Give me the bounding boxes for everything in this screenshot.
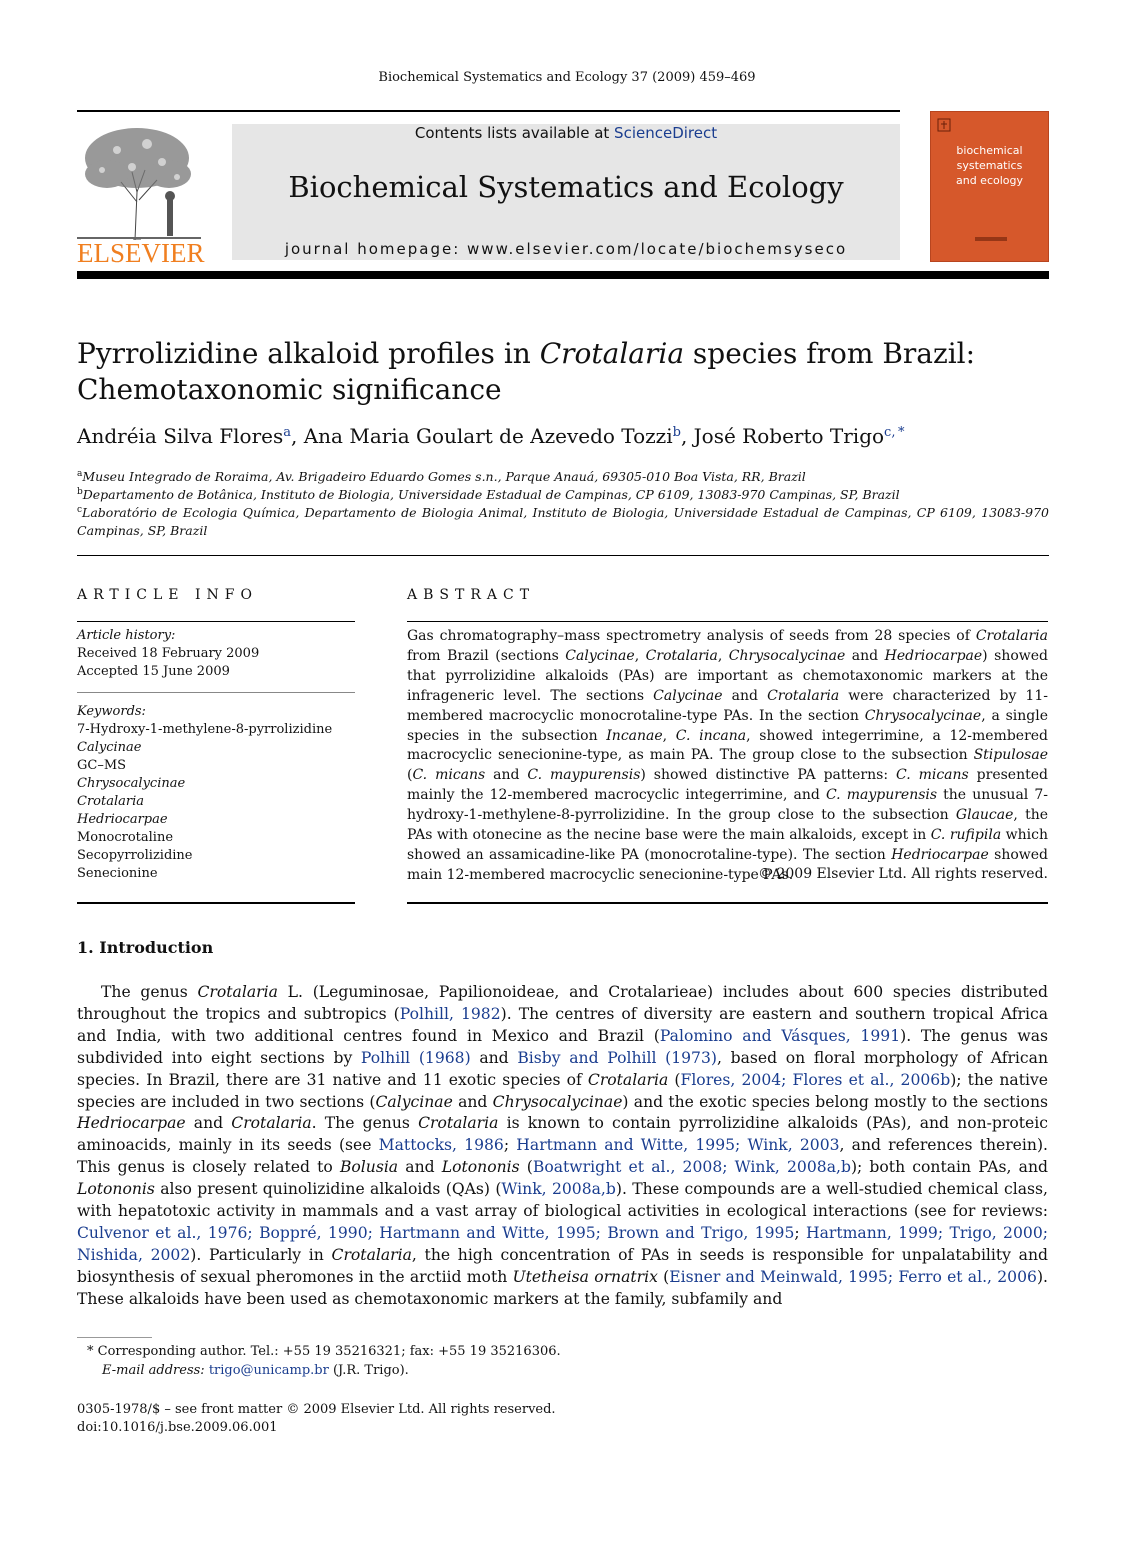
italic-term: Bolusia xyxy=(339,1158,399,1177)
title-italic: Crotalaria xyxy=(539,337,685,370)
text-run: presented mainly the 12-membered macrocyclic integerrimine, and xyxy=(407,767,1048,804)
author-name: Ana Maria Goulart de Azevedo Tozzi xyxy=(303,424,673,448)
text-run: ). The centres of diversity are eastern and southern tropical Africa and India, with two additional centres found in Mexico and Brazil ( xyxy=(77,1004,1048,1045)
text-run: and xyxy=(398,1158,442,1177)
italic-term: Crotalaria xyxy=(418,1114,499,1133)
text-run: ; xyxy=(503,1136,517,1155)
citation-link[interactable]: Boatwright et al., 2008; Wink, 2008a,b xyxy=(532,1158,851,1177)
header-rule-bottom xyxy=(77,271,1049,279)
citation-link[interactable]: Flores, 2004; Flores et al., 2006b xyxy=(680,1070,951,1089)
citation-link[interactable]: Bisby and Polhill (1973) xyxy=(517,1048,717,1067)
italic-term: Utetheisa ornatrix xyxy=(512,1267,658,1286)
italic-term: Lotononis xyxy=(441,1158,520,1177)
divider xyxy=(407,902,1048,904)
italic-term: Hedriocarpae xyxy=(884,647,983,664)
article-title xyxy=(77,336,1057,408)
accepted-date: Accepted 15 June 2009 xyxy=(77,664,230,679)
italic-term: Crotalaria xyxy=(231,1114,312,1133)
citation-link[interactable]: Polhill (1968) xyxy=(360,1048,471,1067)
text-run: showed main 12-membered macrocyclic senecionine-type PAs. xyxy=(407,846,1048,883)
italic-term: Calycinae xyxy=(565,647,635,664)
italic-term: C. rufipila xyxy=(930,827,1002,844)
history-label: Article history: xyxy=(77,628,176,643)
text-run: ). The genus was subdivided into eight sections by xyxy=(77,1026,1049,1067)
article-history xyxy=(77,627,355,681)
text-run: and xyxy=(470,1048,518,1067)
keyword: Calycinae xyxy=(77,740,142,755)
citation-link[interactable]: Polhill, 1982 xyxy=(399,1004,501,1023)
text-run: , xyxy=(634,647,646,664)
abstract-heading: ABSTRACT xyxy=(407,587,536,603)
author-affiliation-marker[interactable]: b xyxy=(672,425,681,440)
keyword: Crotalaria xyxy=(77,794,144,809)
text-run: ); the native species are included in two sections ( xyxy=(77,1070,1048,1111)
running-head: Biochemical Systematics and Ecology 37 (2009) 459–469 xyxy=(378,70,756,85)
text-run: and xyxy=(452,1092,493,1111)
divider xyxy=(77,692,355,693)
text-run: and xyxy=(485,767,528,784)
author-list: Andréia Silva Flores$^a$, Ana Maria Goulart de Azevedo Tozzi$^b$, José Roberto Trigo$^{c, *}$ xyxy=(77,424,905,448)
italic-term: C. incana xyxy=(675,727,747,744)
text-run: the unusual 7-hydroxy-1-methylene-8-pyrrolizidine. In the group close to the subsection xyxy=(407,787,1049,824)
italic-term: Calycinae xyxy=(653,687,723,704)
text-run: ). These alkaloids have been used as chemotaxonomic markers at the family, subfamily and xyxy=(77,1267,1048,1308)
text-run: and xyxy=(722,687,768,704)
contents-line xyxy=(232,124,900,142)
received-date: Received 18 February 2009 xyxy=(77,646,260,661)
italic-term: Glaucae xyxy=(955,807,1014,824)
text-run: ( xyxy=(668,1070,681,1089)
italic-term: C. micans xyxy=(895,767,969,784)
divider xyxy=(77,621,355,622)
cover-sciencedirect-icon xyxy=(975,234,1007,244)
text-run: ); both contain PAs, and xyxy=(850,1158,1048,1177)
italic-term: Calycinae xyxy=(375,1092,453,1111)
text-run: and xyxy=(185,1114,232,1133)
email-note xyxy=(102,1361,409,1380)
publisher-name: ELSEVIER xyxy=(77,238,205,268)
text-run: ( xyxy=(519,1158,533,1177)
keyword-list xyxy=(77,721,355,883)
introduction-paragraph xyxy=(77,982,1048,1311)
email-link[interactable]: trigo@unicamp.br xyxy=(208,1363,329,1378)
text-run: also present quinolizidine alkaloids (QAs) ( xyxy=(154,1180,502,1199)
text-run: , based on floral morphology of African species. In Brazil, there are 31 native and 11 exotic species of xyxy=(77,1048,1048,1089)
text-run: . The genus xyxy=(311,1114,419,1133)
journal-homepage[interactable]: journal homepage: www.elsevier.com/locate/biochemsyseco xyxy=(284,240,848,258)
text-run: The genus xyxy=(101,983,198,1001)
text-run: , xyxy=(662,727,676,744)
citation-link[interactable]: Hartmann, 1999; Trigo, 2000; Nishida, 2002 xyxy=(77,1223,1048,1264)
italic-term: Chrysocalycinae xyxy=(492,1092,623,1111)
italic-term: Crotalaria xyxy=(645,647,718,664)
author-affiliation-marker[interactable]: a xyxy=(283,425,292,440)
text-run: ) and the exotic species belong mostly to the sections xyxy=(622,1092,1048,1111)
header-rule-top xyxy=(77,110,900,112)
italic-term: Chrysocalycinae xyxy=(728,647,846,664)
italic-term: C. maypurensis xyxy=(825,787,938,804)
italic-term: C. maypurensis xyxy=(527,767,641,784)
text-run: , xyxy=(717,647,729,664)
keyword: 7-Hydroxy-1-methylene-8-pyrrolizidine xyxy=(77,722,333,737)
text-run: ). These compounds are a well-studied chemical class, with hepatotoxic activity in mammals and a vast array of biological activities in ecological interactions (see for reviews: xyxy=(77,1180,1048,1221)
citation-link[interactable]: Wink, 2008a,b xyxy=(501,1180,616,1199)
italic-term: Incanae xyxy=(606,727,663,744)
italic-term: Crotalaria xyxy=(587,1070,669,1089)
title-part1: Pyrrolizidine alkaloid profiles in xyxy=(77,337,540,370)
italic-term: Crotalaria xyxy=(975,628,1048,644)
text-run: ) showed that pyrrolizidine alkaloids (PAs) are important as chemotaxonomic markers at the infrageneric level. The sections xyxy=(407,647,1049,704)
cover-logo-icon xyxy=(937,118,951,132)
text-run: ( xyxy=(407,767,413,784)
email-suffix: (J.R. Trigo). xyxy=(328,1363,409,1378)
front-matter-line: 0305-1978/$ – see front matter © 2009 Elsevier Ltd. All rights reserved. xyxy=(77,1402,556,1417)
footnote-rule xyxy=(77,1337,152,1338)
keyword: Monocrotaline xyxy=(77,830,174,845)
italic-term: Chrysocalycinae xyxy=(864,707,982,724)
text-run: , showed integerrimine, a 12-membered macrocyclic senecionine-type, as main PA. The group close to the subsection xyxy=(407,727,1049,764)
divider xyxy=(77,555,1049,556)
author-name: José Roberto Trigo xyxy=(693,424,885,448)
title-line2: Chemotaxonomic significance xyxy=(77,373,502,406)
text-run: , a single species in the subsection xyxy=(407,707,1048,744)
text-run: were characterized by 11-membered macrocyclic monocrotaline-type PAs. In the section xyxy=(407,687,1048,724)
abstract-text xyxy=(407,627,1048,886)
author-name: Andréia Silva Flores xyxy=(77,424,284,448)
italic-term: Hedriocarpae xyxy=(891,846,989,863)
italic-term: Stipulosae xyxy=(973,747,1048,764)
citation-link[interactable]: Mattocks, 1986 xyxy=(378,1136,504,1155)
email-label: E-mail address: xyxy=(102,1363,209,1378)
divider xyxy=(77,902,355,904)
text-run: ( xyxy=(657,1267,670,1286)
doi-line[interactable]: doi:10.1016/j.bse.2009.06.001 xyxy=(77,1420,278,1435)
keyword: Senecionine xyxy=(77,866,158,881)
keyword: Hedriocarpae xyxy=(77,812,168,827)
italic-term: Crotalaria xyxy=(331,1245,412,1264)
citation-link[interactable]: Hartmann and Witte, 1995; Wink, 2003 xyxy=(516,1136,840,1155)
corresponding-author-note: * Corresponding author. Tel.: +55 19 35216321; fax: +55 19 35216306. xyxy=(87,1344,561,1359)
cover-title: biochemical systematics and ecology xyxy=(955,144,1023,187)
keyword: Chrysocalycinae xyxy=(77,776,186,791)
text-run: L. (Leguminosae, Papilionoideae, and Crotalarieae) includes about 600 species distributed throughout the tropics and subtropics ( xyxy=(77,983,1049,1023)
author-affiliation-marker[interactable]: c, * xyxy=(884,425,905,440)
elsevier-tree-logo xyxy=(77,122,201,240)
text-run: Gas chromatography–mass spectrometry analysis of seeds from 28 species of xyxy=(407,628,976,644)
affiliation-a: $^a$Museu Integrado de Roraima, Av. Brigadeiro Eduardo Gomes s.n., Parque Anauá, 69305-010 Boa Vista, RR, Brazil xyxy=(77,469,806,485)
affiliation-b: $^b$Departamento de Botânica, Instituto de Biologia, Universidade Estadual de Campinas, CP 6109, 13083-970 Campinas, SP, Brazil xyxy=(77,487,900,503)
citation-link[interactable]: Eisner and Meinwald, 1995; Ferro et al., 2006 xyxy=(669,1267,1037,1286)
text-run: ; xyxy=(794,1223,807,1242)
divider xyxy=(407,621,1048,622)
text-run: , and references therein). This genus is closely related to xyxy=(77,1136,1048,1177)
abstract-copyright: © 2009 Elsevier Ltd. All rights reserved. xyxy=(758,866,1048,882)
affiliation-c: $^c$Laboratório de Ecologia Química, Departamento de Biologia Animal, Instituto de Biologia, Universidade Estadual de Campinas, CP 6109, 13083-970 Campinas, SP, Brazil xyxy=(77,505,1049,539)
text-run: , the PAs with otonecine as the necine base were the main alkaloids, except in xyxy=(407,807,1048,844)
keyword: Secopyrrolizidine xyxy=(77,848,193,863)
text-run: which showed an assamicadine-like PA (monocrotaline-type). The section xyxy=(407,827,1048,863)
title-part2: species from Brazil: xyxy=(684,337,976,370)
italic-term: Lotononis xyxy=(77,1180,155,1199)
keywords-block xyxy=(77,703,355,883)
text-run: , the high concentration of PAs in seeds is responsible for unpalatability and biosynthesis of sexual pheromones in the arctiid moth xyxy=(77,1245,1048,1286)
sciencedirect-link[interactable]: ScienceDirect xyxy=(614,124,718,142)
text-run: and xyxy=(845,647,885,664)
text-run: is known to contain pyrrolizidine alkaloids (PAs), and non-proteic aminoacids, mainly in its seeds (see xyxy=(77,1114,1048,1155)
citation-link[interactable]: Palomino and Vásques, 1991 xyxy=(659,1026,901,1045)
italic-term: Hedriocarpae xyxy=(77,1114,186,1133)
text-run: ) showed distinctive PA patterns: xyxy=(640,767,896,784)
italic-term: Crotalaria xyxy=(767,687,840,704)
section-heading-introduction: 1. Introduction xyxy=(77,938,214,957)
text-run: from Brazil (sections xyxy=(407,647,566,664)
article-info-heading: ARTICLE INFO xyxy=(77,587,258,603)
contents-prefix: Contents lists available at xyxy=(414,124,615,142)
keywords-label: Keywords: xyxy=(77,704,146,719)
text-run: ). Particularly in xyxy=(190,1245,332,1264)
keyword: GC–MS xyxy=(77,758,127,773)
citation-link[interactable]: Culvenor et al., 1976; Boppré, 1990; Hartmann and Witte, 1995; Brown and Trigo, 1995 xyxy=(77,1223,795,1242)
italic-term: Crotalaria xyxy=(197,983,278,1001)
journal-title: Biochemical Systematics and Ecology xyxy=(288,170,844,204)
italic-term: C. micans xyxy=(412,767,486,784)
